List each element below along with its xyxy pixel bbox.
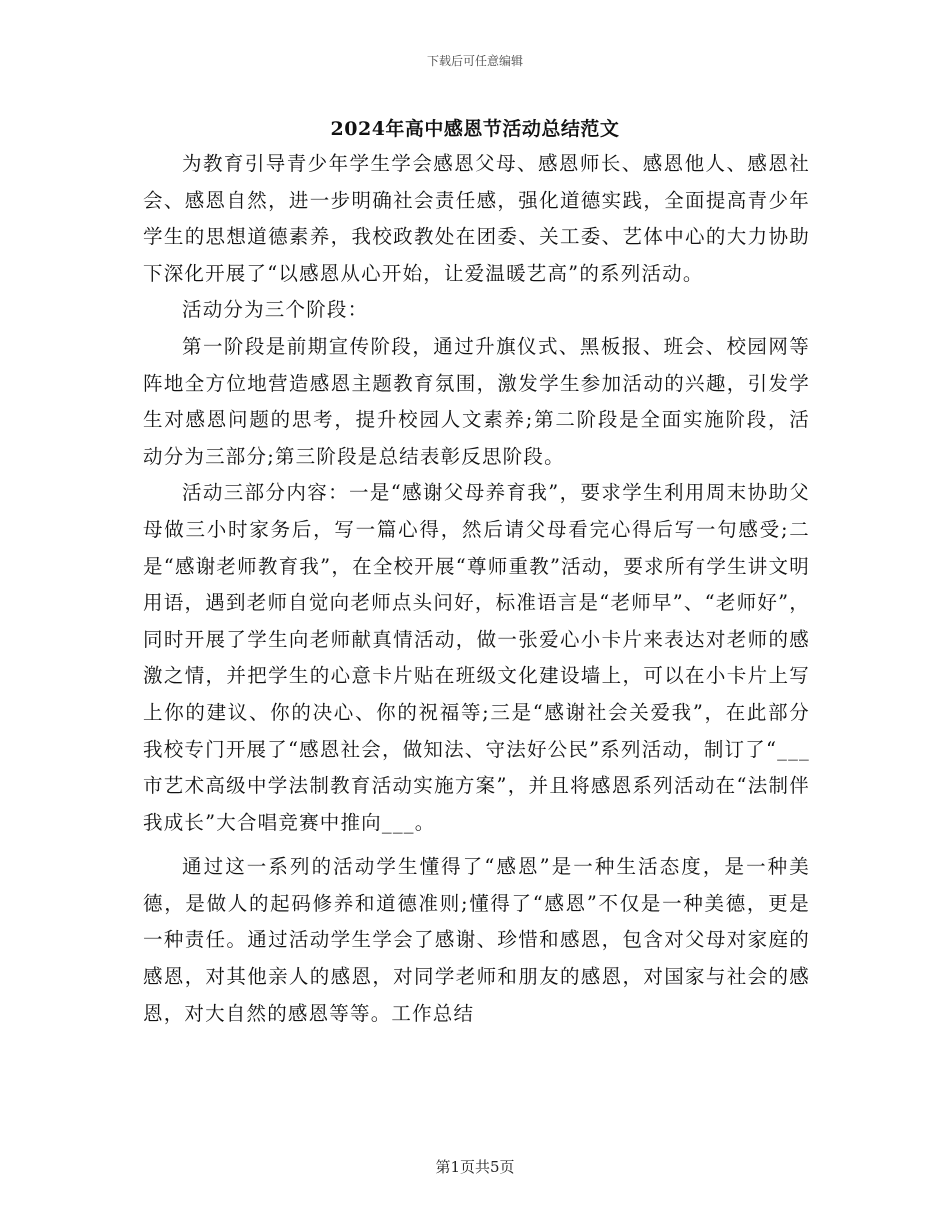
paragraph-intro: 为教育引导青少年学生学会感恩父母、感恩师长、感恩他人、感恩社会、感恩自然，进一步明确社会责任感，强化道德实践，全面提高青少年学生的思想道德素养，我校政教处在团委、关工委、艺体中心的大力协助下深化开展了“以感恩从心开始，让爱温暖艺高”的系列活动。 <box>143 152 810 285</box>
document-title: 2024年高中感恩节活动总结范文 <box>330 118 620 140</box>
paragraph-stages: 活动分为三个阶段： <box>182 298 369 322</box>
paragraph-activity-content: 活动三部分内容：一是“感谢父母养育我”，要求学生利用周末协助父母做三小时家务后，写一篇心得，然后请父母看完心得后写一句感受;二是“感谢老师教育我”，在全校开展“尊师重教”活动，要求所有学生讲文明用语，遇到老师自觉向老师点头问好，标准语言是“老师早”、“老师好”，同时开展了学生向老师献真情活动，做一张爱心小卡片来表达对老师的感激之情，并把学生的心意卡片贴在班级文化建设墙上，可以在小卡片上写上你的建议、你的决心、你的祝福等;三是“感谢社会关爱我”，在此部分我校专门开展了“感恩社会，做知法、守法好公民”系列活动，制订了“___市艺术高级中学法制教育活动实施方案”，并且将感恩系列活动在“法制伴我成长”大合唱竞赛中推向___。 <box>143 481 810 834</box>
paragraph-stage-details: 第一阶段是前期宣传阶段，通过升旗仪式、黑板报、班会、校园网等阵地全方位地营造感恩主题教育氛围，激发学生参加活动的兴趣，引发学生对感恩问题的思考，提升校园人文素养;第二阶段是全面实施阶段，活动分为三部分;第三阶段是总结表彰反思阶段。 <box>143 334 810 468</box>
header-note: 下载后可任意编辑 <box>426 54 523 68</box>
paragraph-summary: 通过这一系列的活动学生懂得了“感恩”是一种生活态度，是一种美德，是做人的起码修养和道德准则;懂得了“感恩”不仅是一种美德，更是一种责任。通过活动学生学会了感谢、珍惜和感恩，包含对父母对家庭的感恩，对其他亲人的感恩，对同学老师和朋友的感恩，对国家与社会的感恩，对大自然的感恩等等。工作总结 <box>143 855 810 1025</box>
page-footer: 第1页共5页 <box>435 1158 515 1176</box>
document-body <box>143 146 810 1032</box>
